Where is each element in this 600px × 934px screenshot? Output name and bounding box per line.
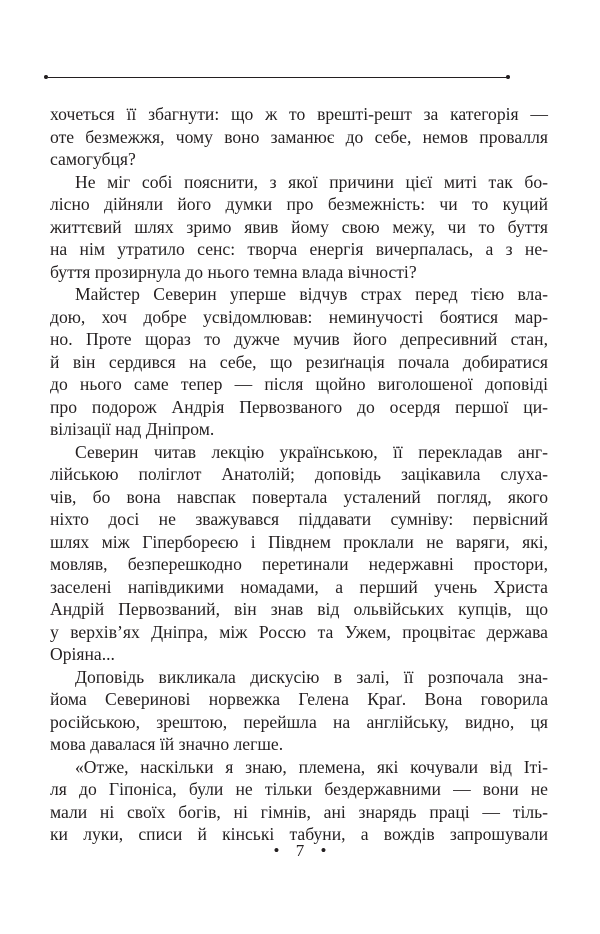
paragraph xyxy=(50,666,548,756)
header-rule-dot-left xyxy=(44,75,48,79)
text-line: оте безмежжя, чому воно заманює до себе, немов провалля xyxy=(50,126,548,147)
text-line: но. Проте щораз то дужче мучив його депресивний стан, xyxy=(50,329,548,349)
text-line: мова давалася їй значно легше. xyxy=(50,734,284,754)
text-line: на нім утратило сенс: творча енергія вичерпалась, а з не- xyxy=(50,239,548,259)
text-line: Доповідь викликала дискусію в залі, її розпочала зна- xyxy=(75,666,548,687)
paragraph xyxy=(50,103,548,171)
text-line: Оріяна... xyxy=(50,644,115,664)
text-line: ніхто досі не зважувався піддавати сумніву: первісний xyxy=(50,509,548,529)
footer-bullet-right: • xyxy=(320,841,327,860)
text-line: хочеться її збагнути: що ж то врешті-решт за категорія — xyxy=(50,104,548,124)
text-line: про подорож Андрія Первозваного до осердя першої ци- xyxy=(50,396,548,417)
text-line: ки луки, списи й кінські табуни, а вождів запрошували xyxy=(50,824,548,844)
text-line: Северин читав лекцію українською, її перекладав анг- xyxy=(75,441,548,462)
text-line: Не міг собі пояснити, з якої причини цієї миті так бо- xyxy=(75,171,548,192)
text-line: самогубця? xyxy=(50,149,136,169)
text-line: дою, хоч добре усвідомлював: неминучості боятися мар- xyxy=(50,306,548,327)
text-line: ля до Гіпоніса, були не тільки бездержавними — вони не xyxy=(50,779,548,799)
footer-bullet-left: • xyxy=(273,841,280,860)
text-line: мовляв, безперешкодно перетинали недержавні простори, xyxy=(50,554,548,574)
text-line: шлях між Гіпербореєю і Півднем проклали не варяги, які, xyxy=(50,531,548,552)
paragraph xyxy=(50,283,548,441)
text-line: життєвий шлях зримо явив йому свою межу, чи то буття xyxy=(50,216,548,237)
paragraph xyxy=(50,171,548,284)
page-body-text xyxy=(50,103,548,846)
text-line: російською, зрештою, перейшла на англійську, видно, ця xyxy=(50,711,548,732)
text-line: у верхів’ях Дніпра, між Россю та Ужем, процвітає держава xyxy=(50,621,548,642)
text-line: Майстер Северин уперше відчув страх перед тією вла- xyxy=(75,284,548,304)
header-rule xyxy=(48,77,508,78)
text-line: йома Северинові норвежка Гелена Краґ. Вона говорила xyxy=(50,689,548,709)
page-number: 7 xyxy=(295,841,305,860)
text-line: й він сердився на себе, що резиґнація почала добиратися xyxy=(50,351,548,372)
text-line: мали ні своїх богів, ні гімнів, ані знарядь праці — тіль- xyxy=(50,801,548,822)
page-number-footer xyxy=(0,841,600,861)
paragraph xyxy=(50,441,548,666)
text-line: до нього саме тепер — після щойно виголошеної доповіді xyxy=(50,374,548,394)
header-rule-dot-right xyxy=(506,75,510,79)
text-line: Андрій Первозваний, він знав від ольвійських купців, що xyxy=(50,599,548,619)
text-line: лісно дійняли його думки про безмежність: чи то куций xyxy=(50,194,548,214)
text-line: чів, бо вона навспак повертала усталений погляд, якого xyxy=(50,486,548,507)
text-line: вілізації над Дніпром. xyxy=(50,419,215,439)
paragraph xyxy=(50,756,548,846)
text-line: лійською поліглот Анатолій; доповідь зацікавила слуха- xyxy=(50,464,548,484)
text-line: заселені напівдикими номадами, а перший учень Христа xyxy=(50,576,548,597)
text-line: «Отже, наскільки я знаю, племена, які кочували від Іті- xyxy=(75,756,548,777)
text-line: буття прозирнула до нього темна влада вічності? xyxy=(50,261,417,282)
